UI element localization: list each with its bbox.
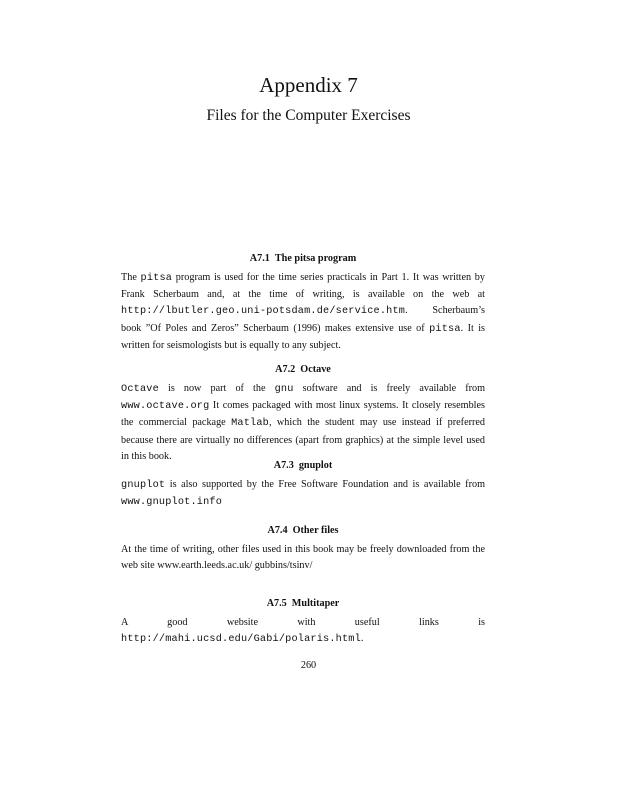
body-text: is also supported by the Free Software Foundation and is available from: [165, 479, 485, 490]
section-body: [121, 381, 485, 465]
code-term: Octave: [121, 384, 159, 395]
body-text: .: [360, 633, 364, 645]
section-heading: [121, 459, 485, 472]
code-term: pitsa: [429, 323, 461, 335]
body-text: software and is freely available from: [293, 383, 485, 394]
code-term: gnuplot: [121, 480, 166, 491]
code-term: Matlab: [231, 418, 269, 430]
section-title: The pitsa program: [274, 253, 357, 264]
body-text: , which the student may use instead if preferred because there are virtually no differences (apart from graphics) at the simple level used in this book.: [121, 417, 485, 462]
section-heading: [121, 524, 485, 537]
section-title: Multitaper: [291, 598, 340, 609]
section-heading: [121, 363, 485, 376]
body-text: . It is written for seismologists but is equally to any subject.: [121, 322, 485, 351]
section-body: [121, 615, 485, 648]
body-text: It comes packaged with most linux systems. It closely resembles the commercial package: [121, 400, 485, 429]
body-text: is now part of the: [158, 383, 275, 394]
section-other-files: [121, 524, 485, 574]
appendix-title: Files for the Computer Exercises: [206, 107, 411, 124]
section-multitaper: [121, 597, 485, 648]
code-term: http://lbutler.geo.uni-potsdam.de/service.htm: [121, 306, 406, 318]
section-heading: [121, 597, 485, 610]
page-number: 260: [300, 660, 317, 671]
code-term: pitsa: [140, 273, 173, 284]
section-heading: [121, 252, 485, 265]
body-text: . Scherbaum’s book ”Of Poles and Zeros” Scherbaum (1996) makes extensive use of: [121, 305, 485, 334]
section-title: gnuplot: [298, 460, 333, 471]
body-text: At the time of writing, other files used in this book may be freely downloaded from the web site www.earth.leeds.ac.uk/ gubbins/tsinv/: [121, 544, 485, 572]
section-number: A7.2: [275, 364, 296, 375]
code-term: www.octave.org: [121, 401, 210, 413]
code-term: http://mahi.ucsd.edu/Gabi/polaris.html: [121, 634, 361, 646]
appendix-label: Appendix 7: [259, 73, 358, 97]
section-number: A7.1: [249, 253, 270, 264]
body-text: The: [121, 272, 141, 283]
section-body: [121, 270, 485, 354]
body-text: A good website with useful links is: [121, 617, 485, 628]
section-body: [121, 542, 485, 574]
section-body: [121, 477, 485, 511]
section-number: A7.3: [273, 460, 294, 471]
section-number: A7.5: [266, 598, 287, 609]
section-title: Other files: [292, 525, 339, 536]
code-term: www.gnuplot.info: [121, 497, 223, 509]
code-term: gnu: [274, 384, 294, 395]
body-text: program is used for the time series practicals in Part 1. It was written by Frank Scherbaum and, at the time of writing, is available on the web at: [121, 272, 485, 301]
section-title: Octave: [300, 364, 331, 375]
section-number: A7.4: [267, 525, 288, 536]
section-gnuplot: [121, 459, 485, 511]
section-octave: [121, 363, 485, 465]
section-pitsa: [121, 252, 485, 354]
